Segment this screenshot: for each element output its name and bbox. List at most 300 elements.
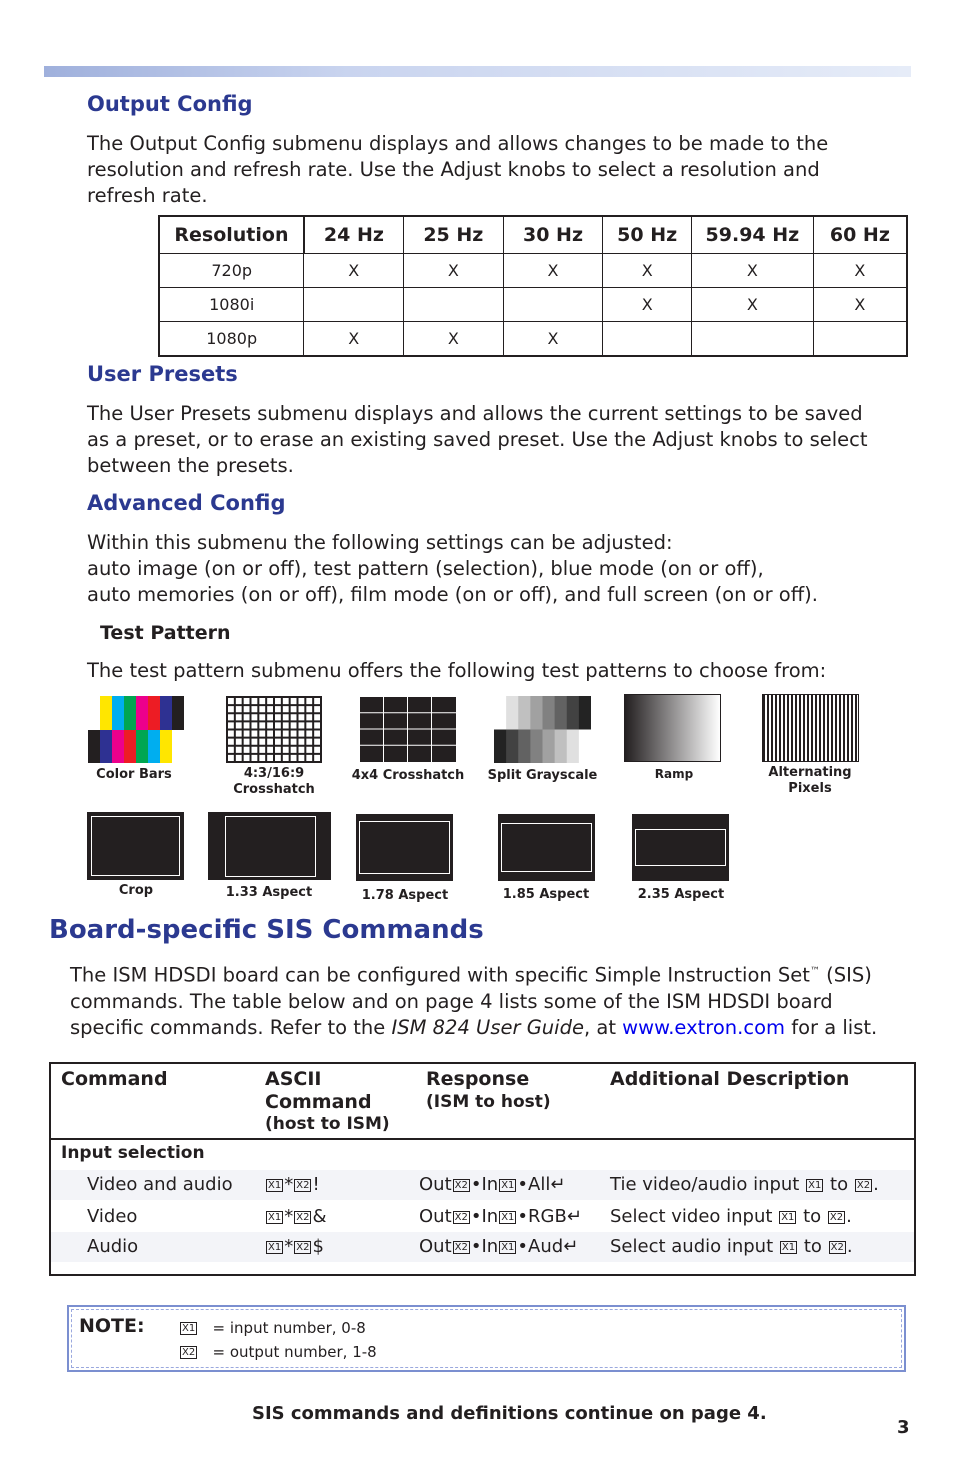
crosshatch-cell: [306, 755, 312, 761]
crosshatch-cell: [385, 747, 407, 761]
crosshatch-cell: [252, 698, 258, 704]
crosshatch-cell: [314, 747, 320, 753]
caption-line: Crosshatch: [233, 782, 315, 797]
ramp-caption: Ramp: [654, 767, 694, 781]
header-line: Response: [426, 1068, 530, 1090]
crosshatch-cell: [385, 731, 407, 745]
crosshatch-cell: [291, 747, 297, 753]
command-cell: Video and audio: [87, 1174, 233, 1195]
table-cell: X: [692, 254, 814, 288]
crosshatch-cell: [267, 731, 273, 737]
ascii-cell: [265, 1170, 320, 1200]
crosshatch-cell: [267, 722, 273, 728]
bullet: •: [517, 1236, 529, 1257]
response-cell: [419, 1202, 582, 1232]
note-x1-line: [179, 1319, 366, 1337]
crosshatch-cell: [314, 706, 320, 712]
command-cell: Audio: [87, 1236, 139, 1257]
table-cell: X: [813, 254, 907, 288]
out-text: Out: [419, 1236, 452, 1257]
header-subline: (ISM to host): [426, 1092, 551, 1112]
col-header-ascii: [265, 1068, 390, 1134]
crosshatch-cell: [361, 731, 383, 745]
ascii-cell: [265, 1202, 326, 1232]
intro-text: The ISM HDSDI board can be configured with specific Simple Instruction Set: [70, 963, 810, 987]
color-bar: [148, 696, 161, 730]
grayscale-step: [530, 730, 543, 764]
crosshatch-line: [359, 712, 457, 713]
crosshatch-cell: [259, 722, 265, 728]
grayscale-step: [567, 730, 580, 764]
crosshatch-cell: [433, 714, 455, 728]
crosshatch-cell: [314, 755, 320, 761]
aspect-178-caption: 1.78 Aspect: [361, 888, 449, 903]
grayscale-step: [494, 696, 507, 730]
alternating-pixels-pattern: [762, 694, 859, 762]
split-grayscale-caption: Split Grayscale: [487, 768, 598, 783]
x2-definition: = output number, 1-8: [212, 1343, 377, 1361]
in-text: In: [481, 1174, 499, 1195]
grayscale-step: [506, 730, 519, 764]
alternating-pixels-caption: [758, 765, 862, 797]
crosshatch-cell: [299, 755, 305, 761]
table-cell: X: [603, 288, 692, 322]
table-cell: 1080p: [159, 322, 304, 357]
col-header-command: Command: [61, 1068, 168, 1090]
grayscale-step: [567, 696, 580, 730]
bullet: •: [470, 1206, 482, 1227]
x2-variable: X2: [829, 1211, 844, 1223]
color-bar: [172, 730, 184, 763]
x2-variable: X2: [296, 1179, 310, 1191]
crosshatch-cell: [228, 714, 234, 720]
paragraph-line: as a preset, or to erase an existing saved preset. Use the Adjust knobs to select: [87, 428, 868, 451]
crop-pattern: [87, 812, 184, 880]
crosshatch-cell: [236, 698, 242, 704]
aspect-235-pattern: [632, 814, 729, 881]
crosshatch-cell: [306, 739, 312, 745]
aspect-185-pattern: [498, 814, 595, 881]
to-text: to: [824, 1174, 854, 1195]
output-config-heading: Output Config: [87, 92, 253, 116]
table-cell: X: [813, 288, 907, 322]
bullet: •: [470, 1174, 482, 1195]
resolution-table: [158, 215, 908, 357]
color-bars-pattern: [88, 696, 184, 763]
grayscale-step: [555, 730, 568, 764]
crosshatch-cell: [236, 739, 242, 745]
crosshatch-cell: [267, 698, 273, 704]
crosshatch-cell: [409, 731, 431, 745]
intro-text: (SIS): [819, 963, 872, 987]
color-bars-svg: [88, 696, 184, 763]
x2-variable: X2: [856, 1179, 871, 1191]
crosshatch-cell: [314, 739, 320, 745]
crosshatch-line: [359, 696, 457, 697]
ascii-symbol: &: [312, 1206, 327, 1227]
x1-variable: X1: [781, 1241, 796, 1253]
user-presets-paragraph: [87, 401, 868, 479]
in-text: In: [481, 1236, 499, 1257]
x1-variable: X1: [501, 1211, 515, 1223]
color-bar: [160, 696, 173, 730]
note-box: [67, 1305, 906, 1372]
table-row: [51, 1170, 914, 1200]
x1-variable: X1: [182, 1323, 196, 1334]
period: .: [846, 1206, 852, 1227]
aspect-frame: [225, 816, 316, 877]
header-cell: 24 Hz: [304, 216, 404, 254]
aspect-133-pattern: [208, 812, 331, 880]
table-row: [159, 288, 907, 322]
ramp-pattern: [624, 694, 721, 762]
header-cell: 30 Hz: [503, 216, 603, 254]
color-bar: [136, 696, 149, 730]
grayscale-step: [543, 696, 556, 730]
color-bar: [136, 730, 149, 763]
crop-caption: Crop: [118, 883, 154, 898]
crosshatch-cell: [283, 731, 289, 737]
page-number: 3: [897, 1417, 910, 1438]
crosshatch-cell: [275, 706, 281, 712]
crosshatch-cell: [306, 698, 312, 704]
crosshatch-line: [359, 745, 457, 746]
to-text: to: [798, 1236, 828, 1257]
crosshatch-cell: [228, 698, 234, 704]
crosshatch-cell: [283, 755, 289, 761]
crosshatch-cell: [291, 714, 297, 720]
intro-text: for a list.: [785, 1015, 878, 1039]
aspect-frame: [359, 821, 450, 874]
crosshatch-cell: [236, 706, 242, 712]
table-cell: X: [404, 254, 504, 288]
crosshatch-cell: [283, 706, 289, 712]
crosshatch-cell: [275, 722, 281, 728]
caption-line: 4:3/16:9: [243, 766, 305, 781]
continue-note: SIS commands and definitions continue on page 4.: [252, 1403, 767, 1424]
crosshatch-cell: [385, 714, 407, 728]
to-text: to: [797, 1206, 827, 1227]
crosshatch-cell: [259, 747, 265, 753]
crosshatch-43-svg: [226, 696, 322, 763]
header-cell: 60 Hz: [813, 216, 907, 254]
crosshatch-cell: [259, 755, 265, 761]
section-input-selection: Input selection: [61, 1143, 205, 1163]
x1-definition: = input number, 0-8: [212, 1319, 366, 1337]
header-cell: 25 Hz: [404, 216, 504, 254]
crosshatch-cell: [228, 755, 234, 761]
x1-variable: X1: [781, 1211, 795, 1223]
ascii-symbol: !: [312, 1174, 320, 1195]
return-icon: ↵: [566, 1206, 582, 1227]
x2-variable: X2: [182, 1347, 196, 1358]
grayscale-step: [518, 696, 531, 730]
crosshatch-cell: [275, 731, 281, 737]
user-presets-heading: User Presets: [87, 362, 238, 386]
x2-variable: X2: [454, 1241, 468, 1253]
col-header-response: [426, 1068, 551, 1112]
advanced-config-paragraph: [87, 530, 818, 608]
crosshatch-cell: [267, 755, 273, 761]
x1-variable: X1: [501, 1241, 515, 1253]
test-pattern-intro: The test pattern submenu offers the following test patterns to choose from:: [87, 659, 827, 682]
crosshatch-cell: [244, 698, 250, 704]
crosshatch-cell: [306, 747, 312, 753]
x1-variable: X1: [268, 1241, 282, 1253]
response-cell: [419, 1232, 578, 1262]
top-gradient-bar: [44, 66, 911, 77]
crosshatch-cell: [252, 714, 258, 720]
crosshatch-cell: [283, 739, 289, 745]
crosshatch-cell: [306, 731, 312, 737]
color-bar: [112, 730, 125, 763]
table-cell: [603, 322, 692, 357]
table-row: [51, 1232, 914, 1262]
crosshatch-4x4-pattern: [359, 696, 457, 763]
crosshatch-cell: [267, 747, 273, 753]
desc-text: Select audio input: [610, 1236, 774, 1257]
table-cell: [503, 288, 603, 322]
crosshatch-cell: [283, 747, 289, 753]
desc-text: Select video input: [610, 1206, 773, 1227]
crosshatch-cell: [433, 747, 455, 761]
crosshatch-cell: [385, 698, 407, 712]
table-row: [159, 322, 907, 357]
header-cell: 50 Hz: [603, 216, 692, 254]
aspect-235-caption: 2.35 Aspect: [637, 887, 725, 902]
paragraph-line: The Output Config submenu displays and allows changes to be made to the: [87, 132, 829, 155]
color-bar: [100, 696, 113, 730]
table-cell: X: [404, 322, 504, 357]
trademark-symbol: ™: [809, 966, 820, 977]
crosshatch-cell: [433, 698, 455, 712]
crosshatch-cell: [244, 731, 250, 737]
paragraph-line: [70, 1015, 910, 1041]
x1-variable: X1: [808, 1179, 822, 1191]
intro-text: , at: [583, 1015, 623, 1039]
table-cell: X: [692, 288, 814, 322]
crosshatch-cell: [314, 722, 320, 728]
crosshatch-4x4-svg: [359, 696, 457, 763]
crosshatch-cell: [283, 722, 289, 728]
crosshatch-cell: [291, 706, 297, 712]
paragraph-line: [70, 959, 910, 989]
grayscale-step: [555, 696, 568, 730]
grayscale-step: [579, 730, 591, 764]
header-cell: Resolution: [159, 216, 304, 254]
crosshatch-cell: [244, 755, 250, 761]
response-tail: Aud: [528, 1236, 564, 1257]
crosshatch-cell: [259, 714, 265, 720]
paragraph-line: auto memories (on or off), film mode (on or off), and full screen (on or off).: [87, 583, 818, 606]
table-row: [159, 254, 907, 288]
paragraph-line: Within this submenu the following settings can be adjusted:: [87, 531, 673, 554]
crosshatch-cell: [228, 739, 234, 745]
crosshatch-cell: [252, 739, 258, 745]
crosshatch-cell: [275, 698, 281, 704]
crosshatch-cell: [314, 714, 320, 720]
crosshatch-cell: [291, 739, 297, 745]
description-cell: [610, 1170, 879, 1200]
paragraph-line: The User Presets submenu displays and allows the current settings to be saved: [87, 402, 863, 425]
crosshatch-cell: [306, 706, 312, 712]
split-grayscale-pattern: [494, 696, 591, 763]
crosshatch-cell: [236, 722, 242, 728]
crosshatch-line: [359, 696, 360, 763]
crosshatch-cell: [244, 747, 250, 753]
crosshatch-cell: [228, 722, 234, 728]
color-bar: [172, 696, 184, 730]
color-bar: [100, 730, 113, 763]
crosshatch-line: [359, 762, 457, 763]
table-header-row: [159, 216, 907, 254]
description-cell: [610, 1232, 853, 1262]
note-label: NOTE:: [79, 1315, 145, 1337]
sis-commands-table: [49, 1062, 916, 1276]
crosshatch-cell: [252, 755, 258, 761]
color-bar: [160, 730, 173, 763]
crosshatch-cell: [361, 714, 383, 728]
table-cell: X: [503, 254, 603, 288]
header-cell: 59.94 Hz: [692, 216, 814, 254]
aspect-frame: [501, 823, 592, 872]
caption-line: Alternating: [768, 765, 852, 780]
table-cell: [404, 288, 504, 322]
crosshatch-cell: [291, 731, 297, 737]
grayscale-step: [543, 730, 556, 764]
crosshatch-cell: [267, 739, 273, 745]
crosshatch-cell: [244, 739, 250, 745]
split-grayscale-svg: [494, 696, 591, 763]
star-symbol: *: [284, 1236, 294, 1257]
desc-text: Tie video/audio input: [610, 1174, 800, 1195]
description-cell: [610, 1202, 852, 1232]
command-cell: Video: [87, 1206, 138, 1227]
header-line: Command: [265, 1091, 372, 1113]
color-bar: [148, 730, 161, 763]
table-cell: X: [304, 322, 404, 357]
grayscale-step: [506, 696, 519, 730]
crosshatch-cell: [361, 747, 383, 761]
crosshatch-cell: [252, 722, 258, 728]
crosshatch-cell: [236, 747, 242, 753]
crosshatch-cell: [306, 714, 312, 720]
crosshatch-cell: [291, 698, 297, 704]
ascii-cell: [265, 1232, 324, 1262]
aspect-133-caption: 1.33 Aspect: [225, 885, 313, 900]
response-tail: All: [528, 1174, 551, 1195]
color-bar: [124, 730, 137, 763]
crosshatch-cell: [275, 755, 281, 761]
x2-variable: X2: [830, 1241, 844, 1253]
out-text: Out: [419, 1206, 452, 1227]
crosshatch-cell: [275, 739, 281, 745]
bullet: •: [470, 1236, 482, 1257]
aspect-178-pattern: [356, 814, 453, 881]
crosshatch-cell: [409, 698, 431, 712]
crosshatch-43-caption: [224, 766, 324, 798]
bullet: •: [517, 1174, 529, 1195]
crosshatch-cell: [314, 698, 320, 704]
crosshatch-cell: [252, 747, 258, 753]
crosshatch-cell: [306, 722, 312, 728]
aspect-185-caption: 1.85 Aspect: [502, 887, 590, 902]
crosshatch-cell: [299, 714, 305, 720]
advanced-config-heading: Advanced Config: [87, 491, 286, 515]
crosshatch-cell: [299, 706, 305, 712]
crosshatch-cell: [228, 706, 234, 712]
response-cell: [419, 1170, 565, 1200]
sis-intro: [70, 959, 910, 1041]
bullet: •: [517, 1206, 529, 1227]
return-icon: ↵: [550, 1174, 566, 1195]
crosshatch-cell: [275, 714, 281, 720]
crosshatch-cell: [267, 706, 273, 712]
crosshatch-cell: [244, 722, 250, 728]
crosshatch-cell: [291, 755, 297, 761]
crosshatch-cell: [361, 698, 383, 712]
x2-variable: X2: [296, 1241, 310, 1253]
table-cell: X: [304, 254, 404, 288]
star-symbol: *: [284, 1206, 294, 1227]
extron-link[interactable]: www.extron.com: [622, 1015, 785, 1039]
crosshatch-cell: [283, 714, 289, 720]
test-pattern-subheading: Test Pattern: [100, 622, 231, 644]
header-line: ASCII: [265, 1068, 322, 1090]
x2-variable: X2: [454, 1211, 468, 1223]
color-bar: [88, 696, 101, 730]
crosshatch-cell: [314, 731, 320, 737]
period: .: [846, 1236, 853, 1257]
crosshatch-line: [456, 696, 457, 763]
response-tail: RGB: [528, 1206, 567, 1227]
table-cell: X: [603, 254, 692, 288]
crosshatch-cell: [299, 739, 305, 745]
color-bar: [124, 696, 137, 730]
crosshatch-cell: [236, 755, 242, 761]
crosshatch-cell: [409, 747, 431, 761]
crosshatch-cell: [228, 731, 234, 737]
crosshatch-cell: [252, 706, 258, 712]
crosshatch-cell: [299, 731, 305, 737]
color-bar: [112, 696, 125, 730]
grayscale-step: [530, 696, 543, 730]
paragraph-line: resolution and refresh rate. Use the Adjust knobs to select a resolution and: [87, 158, 820, 181]
crosshatch-cell: [291, 722, 297, 728]
crosshatch-43-pattern: [226, 696, 322, 763]
crosshatch-cell: [252, 731, 258, 737]
table-cell: X: [503, 322, 603, 357]
crosshatch-cell: [299, 722, 305, 728]
crosshatch-cell: [275, 747, 281, 753]
table-row: [51, 1202, 914, 1232]
star-symbol: *: [284, 1174, 294, 1195]
table-cell: [813, 322, 907, 357]
table-cell: 720p: [159, 254, 304, 288]
output-config-paragraph: [87, 131, 828, 209]
crosshatch-cell: [244, 706, 250, 712]
caption-line: Pixels: [788, 781, 832, 796]
ascii-symbol: $: [312, 1236, 324, 1257]
table-cell: 1080i: [159, 288, 304, 322]
return-icon: ↵: [563, 1236, 579, 1257]
crosshatch-cell: [267, 714, 273, 720]
intro-text: specific commands. Refer to the: [70, 1015, 392, 1039]
user-guide-title: ISM 824 User Guide: [391, 1015, 584, 1039]
x2-variable: X2: [296, 1211, 310, 1223]
crop-frame: [91, 816, 180, 876]
crosshatch-cell: [228, 747, 234, 753]
